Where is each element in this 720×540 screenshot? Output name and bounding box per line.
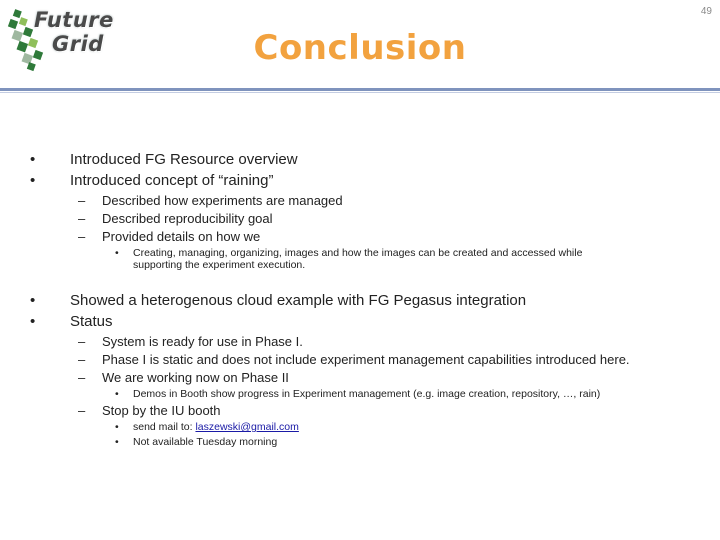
bullet-marker: • — [30, 292, 36, 309]
subbullet-marker: – — [78, 403, 86, 418]
subsubbullet-marker: • — [115, 421, 119, 433]
logo-text-line2: Grid — [52, 32, 104, 56]
contact-line — [133, 421, 299, 433]
subbullet-text: We are working now on Phase II — [102, 370, 289, 385]
subsubbullet-text: Not available Tuesday morning — [133, 436, 278, 448]
subbullet-marker: – — [78, 211, 86, 226]
bullet-text: Showed a heterogenous cloud example with FG Pegasus integration — [70, 292, 527, 309]
subbullet-text: Phase I is static and does not include experiment management capabilities introduced here. — [102, 352, 630, 367]
title-divider-shadow — [0, 92, 720, 93]
email-link[interactable]: laszewski@gmail.com — [195, 421, 299, 433]
subsubbullet-text: Demos in Booth show progress in Experiment management (e.g. image creation, repository, …, rain) — [133, 388, 601, 400]
bullet-text: Introduced FG Resource overview — [70, 151, 298, 168]
contact-prefix: send mail to: — [133, 421, 196, 433]
subsubbullet-text-cont: supporting the experiment execution. — [133, 259, 306, 271]
subbullet-text: Provided details on how we — [102, 229, 261, 244]
bullet-text: Introduced concept of “raining” — [70, 172, 274, 189]
slide-title: Conclusion — [253, 28, 467, 68]
subbullet-text: Stop by the IU booth — [102, 403, 221, 418]
subbullet-marker: – — [78, 229, 86, 244]
subbullet-text: System is ready for use in Phase I. — [102, 334, 303, 349]
subbullet-marker: – — [78, 334, 86, 349]
subbullet-text: Described how experiments are managed — [102, 193, 343, 208]
subbullet-marker: – — [78, 352, 86, 367]
logo-text-line1: Future — [34, 8, 114, 32]
subsubbullet-marker: • — [115, 247, 119, 259]
bullet-text: Status — [70, 313, 113, 330]
subbullet-marker: – — [78, 193, 86, 208]
subbullet-marker: – — [78, 370, 86, 385]
subsubbullet-text: Creating, managing, organizing, images and how the images can be created and accessed while — [133, 247, 583, 259]
subsubbullet-marker: • — [115, 436, 119, 448]
title-divider — [0, 88, 720, 91]
slide-number: 49 — [700, 6, 712, 17]
subsubbullet-marker: • — [115, 388, 119, 400]
bullet-marker: • — [30, 151, 36, 168]
bullet-marker: • — [30, 172, 36, 189]
bullet-marker: • — [30, 313, 36, 330]
subbullet-text: Described reproducibility goal — [102, 211, 273, 226]
